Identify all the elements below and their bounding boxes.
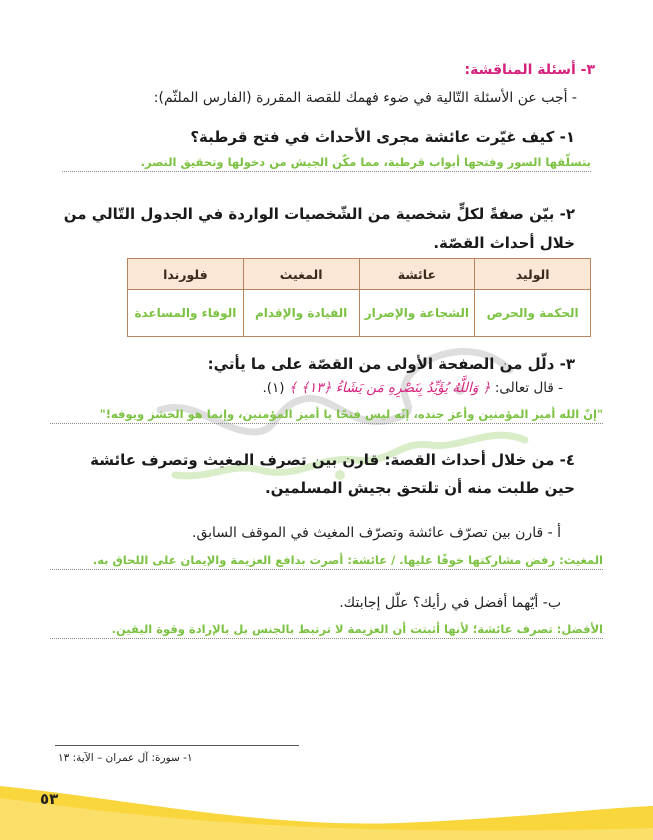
footnote-divider <box>55 745 299 746</box>
quran-verse: ﴿ وَاللَّهُ يُؤَيِّدُ بِنَصْرِهِ مَن يَشَاءُ ﴿١٣﴾ ﴾ <box>288 380 491 396</box>
section-heading: ٣- أسئلة المناقشة: <box>464 62 595 78</box>
answer-4b: الأفضل: تصرف عائشة؛ لأنها أثبتت أن العزيمة لا ترتبط بالجنس بل بالإرادة وقوة اليقين. <box>50 622 603 639</box>
answer-3: "إنّ الله أميز المؤمنين وأعز جنده، إنّه ليس فتحًا يا أميز المؤمنين، وإنما هو الخشز ويوفه!" <box>50 407 603 424</box>
footnote: ١- سورة: آل عمران – الآية: ١٣ <box>58 752 193 764</box>
question-4a: أ - قارن بين تصرّف عائشة وتصرّف المغيث في الموقف السابق. <box>192 525 561 541</box>
table-answer-cell: القيادة والإقدام <box>243 290 359 337</box>
page-number: ٥٣ <box>40 790 59 808</box>
table-answer-cell: الشجاعة والإصرار <box>359 290 475 337</box>
question-3: ٣- دلّل من الصفحة الأولى من القصّة على ما يأتي: <box>207 355 575 373</box>
question-2: ٢- بيّن صفةً لكلٍّ شخصية من الشّخصيات الواردة في الجدول التّالي من خلال أحداث القصّة. <box>63 205 575 252</box>
question-3-sub <box>262 380 563 396</box>
question-4b: ب- أيّهما أفضل في رأيك؟ علّل إجابتك. <box>339 595 561 611</box>
answer-4a: المغيث: رفض مشاركتها خوفًا عليها. / عائشة: أصرت بدافع العزيمة والإيمان على اللحاق به. <box>50 553 603 570</box>
intro-instruction: - أجب عن الأسئلة التّالية في ضوء فهمك للقصة المقررة (الفارس الملثّم): <box>153 90 577 106</box>
footnote-ref: (١). <box>262 380 285 396</box>
question-4: ٤- من خلال أحداث القصة: قارن بين تصرف المغيث وتصرف عائشة حين طلبت منه أن تلتحق بجيش المسلمين. <box>90 451 575 497</box>
verse-prefix: - قال تعالى: <box>494 380 563 396</box>
table-header-cell: الوليد <box>475 259 591 290</box>
footer-wave <box>0 768 653 840</box>
answer-1: بتسلّقها السور وفتحها أبواب قرطبة، مما مكّن الجيش من دخولها وتحقيق النصر. <box>62 155 591 172</box>
characters-table <box>127 258 591 337</box>
question-1: ١- كيف غيّرت عائشة مجرى الأحداث في فتح قرطبة؟ <box>190 128 575 146</box>
table-header-cell: المغيث <box>243 259 359 290</box>
table-header-cell: فلورندا <box>128 259 244 290</box>
table-header-cell: عائشة <box>359 259 475 290</box>
table-answer-cell: الحكمة والحرص <box>475 290 591 337</box>
table-answer-cell: الوفاء والمساعدة <box>128 290 244 337</box>
